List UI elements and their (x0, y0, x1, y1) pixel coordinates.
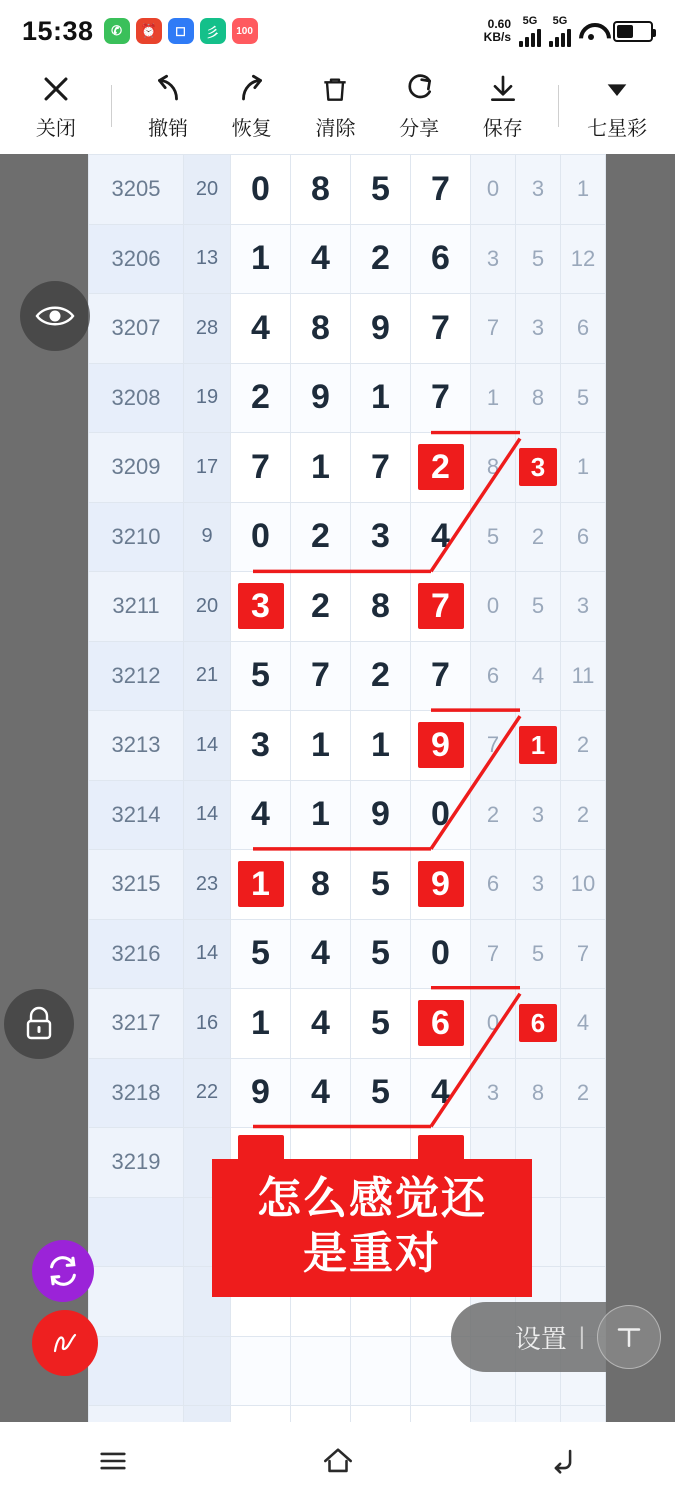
wifi-icon (579, 21, 605, 41)
table-row[interactable] (89, 502, 606, 572)
cell-t0 (471, 1406, 516, 1423)
table-row[interactable] (89, 294, 606, 364)
toolbar-share[interactable] (391, 72, 447, 141)
cell-d1[interactable]: 2 (291, 572, 351, 642)
cell-d0[interactable]: 0 (231, 155, 291, 225)
cell-d2[interactable]: 8 (351, 572, 411, 642)
toolbar-undo[interactable] (140, 72, 196, 141)
cell-t0: 2 (471, 780, 516, 850)
cell-issue: 3219 (89, 1128, 184, 1198)
cell-d3[interactable]: 7 (411, 294, 471, 364)
cell-sum (184, 1336, 231, 1406)
cell-issue: 3209 (89, 433, 184, 503)
cell-sum: 9 (184, 502, 231, 572)
marked-digit[interactable]: 6 (418, 1000, 464, 1046)
cell-t1: 3 (516, 780, 561, 850)
toolbar-save[interactable] (475, 72, 531, 141)
table-row[interactable] (89, 989, 606, 1059)
signal-bars-icon (519, 27, 541, 47)
cell-d0[interactable]: 3 (231, 711, 291, 781)
cell-d1[interactable]: 8 (291, 155, 351, 225)
system-nav-bar (0, 1422, 675, 1500)
status-bar-right (484, 16, 653, 47)
cell-d0[interactable]: 9 (231, 1058, 291, 1128)
marked-digit[interactable]: 9 (418, 861, 464, 907)
cell-t1[interactable] (516, 711, 561, 781)
cell-d0[interactable]: 1 (231, 224, 291, 294)
network-rate (484, 18, 511, 43)
content-area (0, 154, 675, 1422)
signal-2-label: 5G (552, 14, 568, 27)
cell-d2[interactable] (351, 1336, 411, 1406)
cell-t0: 5 (471, 502, 516, 572)
cell-t2 (561, 1197, 606, 1267)
lock-icon (22, 1005, 56, 1043)
toolbar-lottery-select[interactable] (587, 72, 647, 141)
annotation-line-2: 是重对 (303, 1229, 441, 1278)
table-row[interactable] (89, 711, 606, 781)
cell-t1: 4 (516, 641, 561, 711)
cell-d0[interactable]: 0 (231, 502, 291, 572)
cell-d3[interactable]: 4 (411, 502, 471, 572)
cell-issue (89, 1197, 184, 1267)
cell-issue: 3214 (89, 780, 184, 850)
cell-issue: 3207 (89, 294, 184, 364)
signal-1-label: 5G (522, 14, 538, 27)
cell-issue: 3212 (89, 641, 184, 711)
cell-t2: 11 (561, 641, 606, 711)
cell-t0: 1 (471, 363, 516, 433)
toolbar-divider-2 (558, 85, 559, 127)
chat-icon: 彡 (200, 18, 226, 44)
cell-t2: 1 (561, 433, 606, 503)
refresh-button[interactable] (32, 1240, 94, 1302)
cell-sum: 14 (184, 711, 231, 781)
cell-d0[interactable]: 5 (231, 641, 291, 711)
table-row[interactable] (89, 641, 606, 711)
t-icon (614, 1322, 644, 1352)
status-bar-left (22, 16, 258, 47)
cell-d3[interactable] (411, 572, 471, 642)
marked-digit[interactable]: 3 (238, 583, 284, 629)
toolbar (0, 62, 675, 154)
cell-t0: 3 (471, 1058, 516, 1128)
toolbar-save-label: 保存 (482, 117, 523, 140)
table-row[interactable] (89, 572, 606, 642)
signal-1 (519, 16, 541, 47)
toolbar-lottery-label: 七星彩 (587, 117, 648, 140)
cell-t0: 0 (471, 155, 516, 225)
toolbar-divider-1 (111, 85, 112, 127)
cell-t2 (561, 1406, 606, 1423)
cell-t0: 0 (471, 572, 516, 642)
cell-t1: 3 (516, 155, 561, 225)
pen-icon (47, 1325, 83, 1361)
annotation-banner (212, 1159, 532, 1297)
cell-d3[interactable]: 0 (411, 780, 471, 850)
cell-d0[interactable]: 4 (231, 780, 291, 850)
cell-t1: 2 (516, 502, 561, 572)
marked-digit[interactable]: 9 (418, 722, 464, 768)
cell-d3[interactable] (411, 989, 471, 1059)
toolbar-clear[interactable] (307, 72, 363, 141)
table-row[interactable] (89, 780, 606, 850)
toolbar-undo-label: 撤销 (148, 117, 189, 140)
cell-sum: 20 (184, 572, 231, 642)
cell-d3[interactable] (411, 711, 471, 781)
cell-d1[interactable]: 8 (291, 294, 351, 364)
lock-toggle-button[interactable] (4, 989, 74, 1059)
save-icon (487, 72, 519, 106)
cell-sum: 22 (184, 1058, 231, 1128)
cell-d3[interactable] (411, 850, 471, 920)
cell-t0: 8 (471, 433, 516, 503)
table-row[interactable] (89, 155, 606, 225)
cell-issue: 3218 (89, 1058, 184, 1128)
cell-d2[interactable]: 1 (351, 711, 411, 781)
clock: 15:38 (22, 15, 94, 46)
cell-d1[interactable]: 4 (291, 919, 351, 989)
cell-d2[interactable]: 7 (351, 433, 411, 503)
cell-d0[interactable]: 7 (231, 433, 291, 503)
cell-d2[interactable]: 5 (351, 155, 411, 225)
cell-t1 (516, 1406, 561, 1423)
recents-button[interactable] (68, 1436, 158, 1486)
battery-icon (613, 21, 653, 42)
cell-t1: 5 (516, 919, 561, 989)
network-rate-unit: KB/s (483, 30, 511, 44)
cell-t2: 2 (561, 780, 606, 850)
eye-toggle-button[interactable] (20, 281, 90, 351)
marked-tail[interactable]: 1 (519, 726, 557, 764)
cell-t1[interactable] (516, 433, 561, 503)
cell-t2: 12 (561, 224, 606, 294)
cell-issue: 3213 (89, 711, 184, 781)
cell-issue: 3208 (89, 363, 184, 433)
cell-d0[interactable]: 5 (231, 919, 291, 989)
cell-t0: 0 (471, 989, 516, 1059)
cell-d1[interactable]: 4 (291, 989, 351, 1059)
cell-t1: 8 (516, 363, 561, 433)
close-icon (39, 72, 73, 106)
marked-digit[interactable]: 7 (418, 583, 464, 629)
cell-d1[interactable]: 7 (291, 641, 351, 711)
marked-digit[interactable]: 1 (238, 861, 284, 907)
cell-sum: 14 (184, 780, 231, 850)
cell-t1: 3 (516, 850, 561, 920)
cell-d2[interactable]: 2 (351, 224, 411, 294)
cell-t2: 2 (561, 1058, 606, 1128)
cell-d1[interactable]: 8 (291, 850, 351, 920)
cell-d2[interactable]: 5 (351, 1058, 411, 1128)
cell-issue (89, 1406, 184, 1423)
cell-d3[interactable]: 6 (411, 224, 471, 294)
cell-t0: 3 (471, 224, 516, 294)
cell-d1[interactable]: 1 (291, 433, 351, 503)
menu-icon (96, 1444, 130, 1478)
cell-t2: 7 (561, 919, 606, 989)
cell-t1: 8 (516, 1058, 561, 1128)
cell-t1: 5 (516, 224, 561, 294)
cell-t0: 7 (471, 294, 516, 364)
cell-d2[interactable]: 9 (351, 780, 411, 850)
cell-t0: 7 (471, 711, 516, 781)
cell-sum: 17 (184, 433, 231, 503)
cell-issue: 3211 (89, 572, 184, 642)
cell-d3[interactable] (411, 1406, 471, 1423)
cell-issue: 3205 (89, 155, 184, 225)
table-row[interactable] (89, 363, 606, 433)
alarm-icon: ⏰ (136, 18, 162, 44)
share-icon (403, 72, 435, 106)
table-row[interactable] (89, 1058, 606, 1128)
cell-d2[interactable]: 9 (351, 294, 411, 364)
undo-icon (151, 72, 185, 106)
cell-d2[interactable]: 1 (351, 363, 411, 433)
toolbar-close-label: 关闭 (35, 117, 76, 140)
home-button[interactable] (293, 1436, 383, 1486)
settings-label[interactable]: 设置 (514, 1323, 567, 1354)
toolbar-share-label: 分享 (399, 117, 440, 140)
eye-icon (35, 302, 75, 330)
cell-sum (184, 1406, 231, 1423)
text-tool-button[interactable] (597, 1305, 661, 1369)
cell-issue: 3216 (89, 919, 184, 989)
cell-d3[interactable] (411, 433, 471, 503)
cell-issue: 3206 (89, 224, 184, 294)
cell-d0[interactable] (231, 850, 291, 920)
cell-d0[interactable] (231, 1406, 291, 1423)
home-icon (321, 1444, 355, 1478)
annotation-line-1: 怎么感觉还 (257, 1174, 487, 1223)
cell-d3[interactable]: 0 (411, 919, 471, 989)
cell-sum: 13 (184, 224, 231, 294)
cell-t2: 2 (561, 711, 606, 781)
settings-pill[interactable] (451, 1302, 669, 1372)
cell-d2[interactable]: 3 (351, 502, 411, 572)
status-bar (0, 0, 675, 62)
marked-digit[interactable]: 2 (418, 444, 464, 490)
cell-t2: 4 (561, 989, 606, 1059)
cell-sum: 16 (184, 989, 231, 1059)
cell-d2[interactable]: 5 (351, 919, 411, 989)
network-rate-value: 0.60 (487, 17, 511, 32)
cell-t1[interactable] (516, 989, 561, 1059)
marked-tail[interactable]: 3 (519, 448, 557, 486)
clear-icon (319, 72, 351, 106)
cell-issue: 3217 (89, 989, 184, 1059)
pen-button[interactable] (32, 1310, 98, 1376)
table-row[interactable] (89, 850, 606, 920)
cell-issue: 3210 (89, 502, 184, 572)
back-button[interactable] (518, 1436, 608, 1486)
toolbar-redo-label: 恢复 (231, 117, 272, 140)
cell-d3[interactable]: 4 (411, 1058, 471, 1128)
cell-d0[interactable] (231, 572, 291, 642)
toolbar-close[interactable] (28, 72, 84, 141)
browser-icon: ◻ (168, 18, 194, 44)
cell-t0: 7 (471, 919, 516, 989)
cell-issue: 3215 (89, 850, 184, 920)
cell-d3[interactable]: 7 (411, 641, 471, 711)
cell-d2[interactable] (351, 1406, 411, 1423)
toolbar-clear-label: 清除 (315, 117, 356, 140)
cell-d0[interactable]: 4 (231, 294, 291, 364)
cell-d1[interactable]: 1 (291, 711, 351, 781)
cell-t2 (561, 1128, 606, 1198)
cell-sum: 14 (184, 919, 231, 989)
cell-t2: 1 (561, 155, 606, 225)
chevron-down-icon (603, 72, 631, 106)
cell-d1[interactable]: 2 (291, 502, 351, 572)
cell-sum: 20 (184, 155, 231, 225)
settings-divider: | (578, 1323, 585, 1350)
notification-icons (104, 18, 258, 44)
cell-d0[interactable]: 1 (231, 989, 291, 1059)
cell-d2[interactable]: 5 (351, 850, 411, 920)
cell-d1[interactable]: 1 (291, 780, 351, 850)
cell-t0: 6 (471, 850, 516, 920)
cell-d1[interactable] (291, 1406, 351, 1423)
cell-d3[interactable]: 7 (411, 155, 471, 225)
cell-issue (89, 1336, 184, 1406)
cell-d0[interactable] (231, 1336, 291, 1406)
marked-tail[interactable]: 6 (519, 1004, 557, 1042)
cell-t1: 3 (516, 294, 561, 364)
table-row[interactable] (89, 1406, 606, 1423)
cell-t2: 6 (561, 502, 606, 572)
table-row[interactable] (89, 433, 606, 503)
redo-icon (235, 72, 269, 106)
cell-d1[interactable]: 9 (291, 363, 351, 433)
cell-d0[interactable]: 2 (231, 363, 291, 433)
table-row[interactable] (89, 224, 606, 294)
cell-t0: 6 (471, 641, 516, 711)
cell-d1[interactable]: 4 (291, 224, 351, 294)
phone-icon: ✆ (104, 18, 130, 44)
back-icon (546, 1444, 580, 1478)
cell-d1[interactable] (291, 1336, 351, 1406)
cell-d1[interactable]: 4 (291, 1058, 351, 1128)
cell-issue (89, 1267, 184, 1337)
cell-t1: 5 (516, 572, 561, 642)
score-icon: 100 (232, 18, 258, 44)
toolbar-redo[interactable] (224, 72, 280, 141)
cell-t2: 10 (561, 850, 606, 920)
cell-sum: 23 (184, 850, 231, 920)
sync-icon (46, 1254, 80, 1288)
cell-d2[interactable]: 2 (351, 641, 411, 711)
cell-sum: 19 (184, 363, 231, 433)
cell-t2: 6 (561, 294, 606, 364)
cell-t2: 3 (561, 572, 606, 642)
cell-sum: 21 (184, 641, 231, 711)
signal-bars-icon-2 (549, 27, 571, 47)
signal-2 (549, 16, 571, 47)
cell-d3[interactable]: 7 (411, 363, 471, 433)
table-row[interactable] (89, 919, 606, 989)
cell-t2: 5 (561, 363, 606, 433)
cell-d2[interactable]: 5 (351, 989, 411, 1059)
cell-sum: 28 (184, 294, 231, 364)
